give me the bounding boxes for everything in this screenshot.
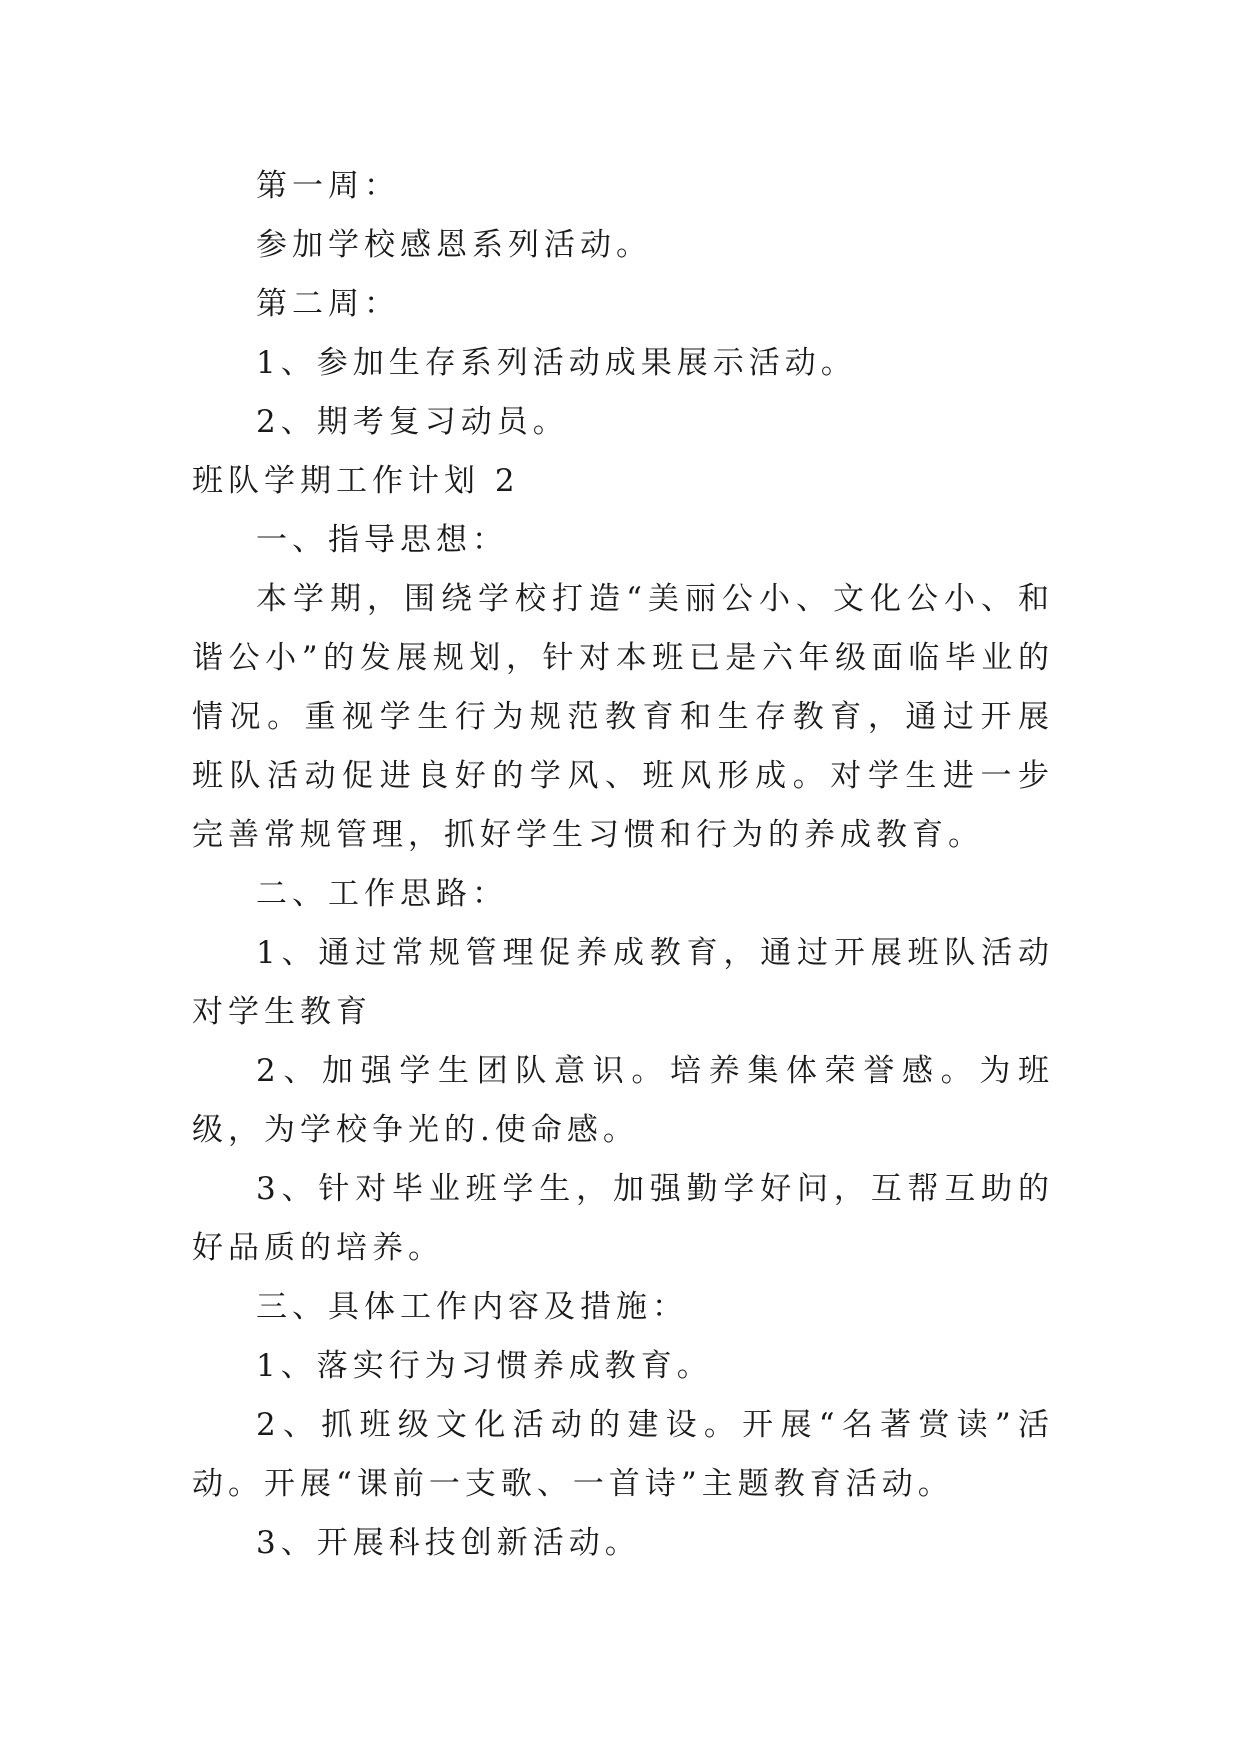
paragraph-content-3: 3、开展科技创新活动。 [256,1525,641,1561]
paragraph-approach-1: 1、通过常规管理促养成教育，通过开展班队活动对学生教育 [192,935,1054,1030]
heading-work-approach: 二、工作思路： [256,876,508,912]
paragraph-guiding-ideology: 本学期，围绕学校打造“美丽公小、文化公小、和谐公小”的发展规划，针对本班已是六年级面临毕业的情况。重视学生行为规范教育和生存教育，通过开展班队活动促进良好的学风、班风形成。对学生进一步完善常规管理，抓好学生习惯和行为的养成教育。 [192,581,1054,853]
heading-guiding-ideology: 一、指导思想： [256,522,508,558]
paragraph-week-1-activity: 参加学校感恩系列活动。 [256,227,652,263]
paragraph-approach-3: 3、针对毕业班学生，加强勤学好问，互帮互助的好品质的培养。 [192,1171,1054,1266]
paragraph-content-1: 1、落实行为习惯养成教育。 [256,1348,713,1384]
paragraph-approach-2: 2、加强学生团队意识。培养集体荣誉感。为班级，为学校争光的.使命感。 [192,1053,1054,1148]
paragraph-content-2: 2、抓班级文化活动的建设。开展“名著赏读”活动。开展“课前一支歌、一首诗”主题教育活动。 [192,1407,1054,1502]
paragraph-week-2-item-2: 2、期考复习动员。 [256,404,569,440]
paragraph-week-1-heading: 第一周： [256,168,400,204]
document-body [192,157,1054,1573]
heading-work-content: 三、具体工作内容及措施： [256,1289,688,1325]
section-title: 班队学期工作计划 2 [192,463,520,499]
paragraph-week-2-heading: 第二周： [256,286,400,322]
paragraph-week-2-item-1: 1、参加生存系列活动成果展示活动。 [256,345,857,381]
